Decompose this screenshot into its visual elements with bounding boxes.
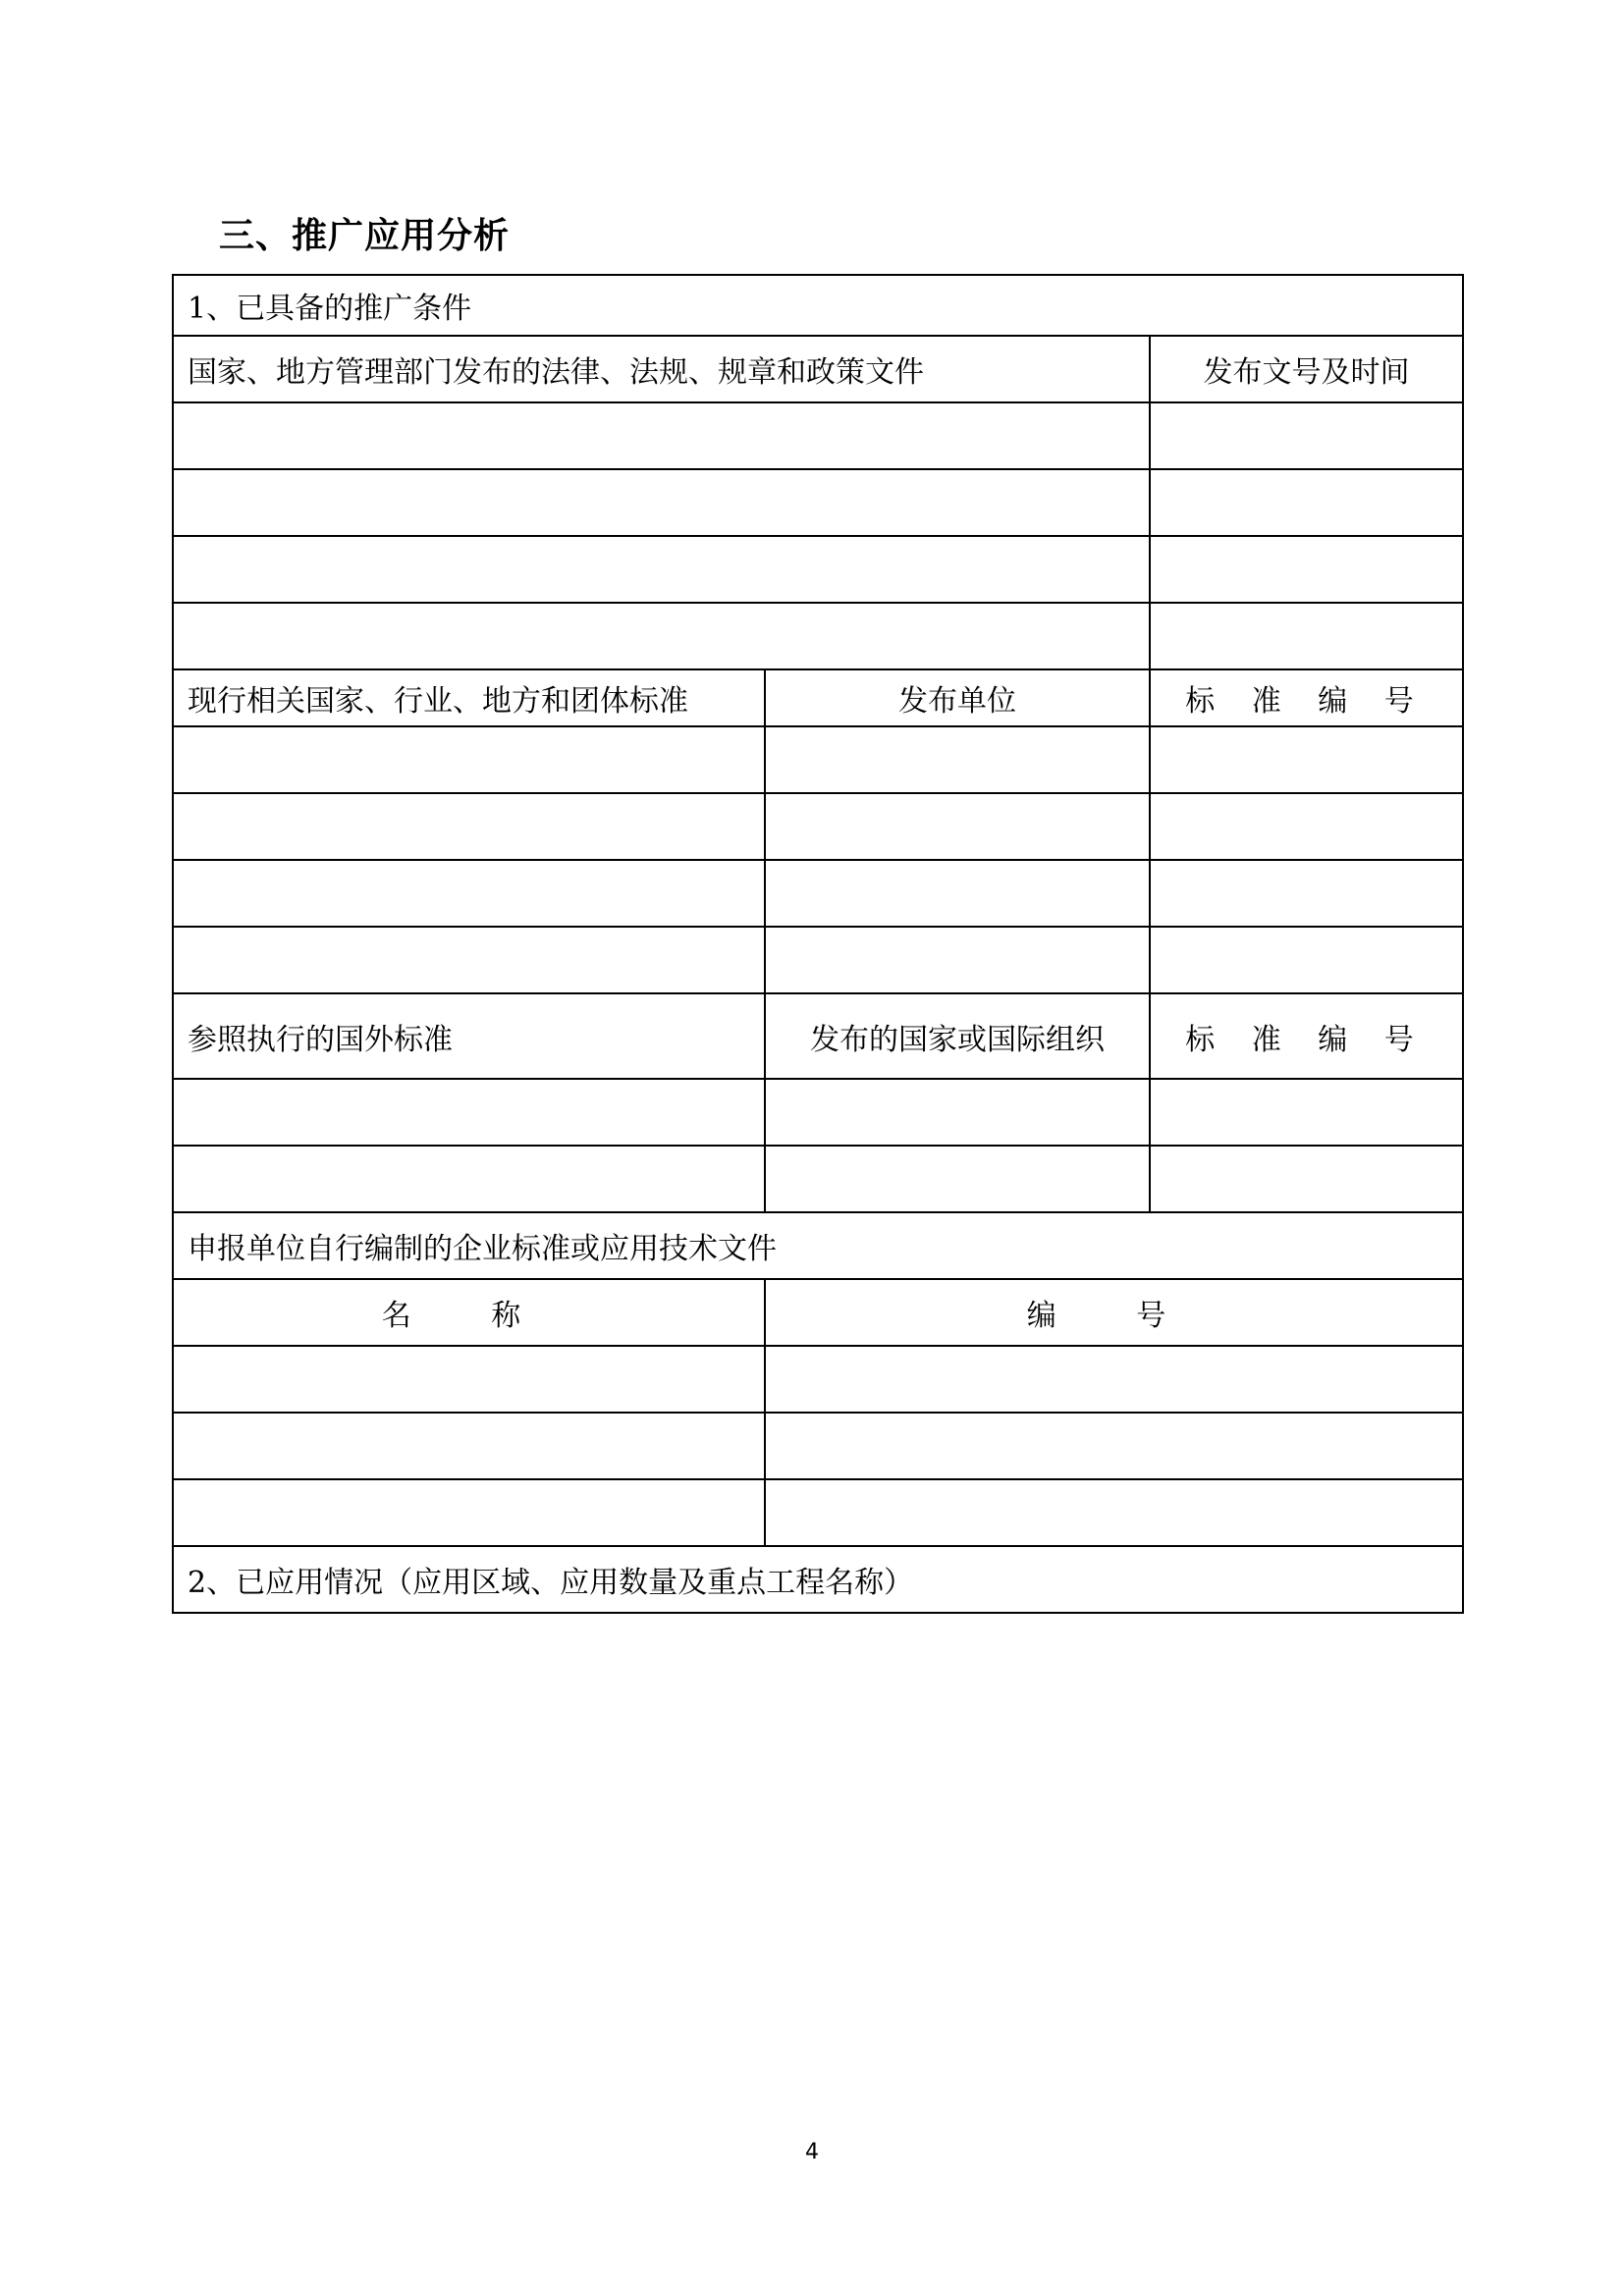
standards-row (173, 726, 1463, 793)
standards-no-cell[interactable] (1150, 793, 1463, 860)
laws-doc-cell[interactable] (173, 603, 1150, 669)
foreign-issuer-cell[interactable] (765, 1146, 1150, 1212)
enterprise-heading: 申报单位自行编制的企业标准或应用技术文件 (173, 1212, 1463, 1279)
page-number: 4 (805, 2140, 819, 2164)
standards-header-row (173, 669, 1463, 726)
enterprise-row (173, 1479, 1463, 1546)
laws-no-cell[interactable] (1150, 402, 1463, 469)
standards-no-cell[interactable] (1150, 726, 1463, 793)
enterprise-no-cell[interactable] (765, 1413, 1463, 1479)
standards-name-cell[interactable] (173, 860, 765, 927)
laws-row (173, 402, 1463, 469)
enterprise-header-name: 名 称 (173, 1279, 765, 1346)
laws-no-cell[interactable] (1150, 469, 1463, 536)
standards-issuer-cell[interactable] (765, 860, 1150, 927)
standards-issuer-cell[interactable] (765, 793, 1150, 860)
laws-row (173, 536, 1463, 603)
standards-row (173, 793, 1463, 860)
conditions-heading-row (173, 275, 1463, 336)
foreign-issuer-cell[interactable] (765, 1079, 1150, 1146)
laws-header-doc: 国家、地方管理部门发布的法律、法规、规章和政策文件 (173, 336, 1150, 402)
laws-no-cell[interactable] (1150, 536, 1463, 603)
standards-name-cell[interactable] (173, 927, 765, 993)
standards-header-no: 标 准 编 号 (1150, 669, 1463, 726)
enterprise-name-cell[interactable] (173, 1479, 765, 1546)
foreign-row (173, 1079, 1463, 1146)
foreign-no-cell[interactable] (1150, 1079, 1463, 1146)
enterprise-header-row (173, 1279, 1463, 1346)
standards-header-name: 现行相关国家、行业、地方和团体标准 (173, 669, 765, 726)
laws-row (173, 469, 1463, 536)
enterprise-no-cell[interactable] (765, 1479, 1463, 1546)
conditions-heading: 1、已具备的推广条件 (173, 275, 1463, 336)
application-heading: 2、已应用情况（应用区域、应用数量及重点工程名称） (188, 1566, 914, 1600)
foreign-header-no: 标 准 编 号 (1150, 993, 1463, 1079)
laws-doc-cell[interactable] (173, 536, 1150, 603)
enterprise-heading-row (173, 1212, 1463, 1279)
enterprise-header-no: 编 号 (765, 1279, 1463, 1346)
section-title: 三、推广应用分析 (219, 216, 511, 256)
standards-header-issuer: 发布单位 (765, 669, 1150, 726)
laws-header-row (173, 336, 1463, 402)
standards-row (173, 927, 1463, 993)
laws-header-no: 发布文号及时间 (1150, 336, 1463, 402)
enterprise-row (173, 1413, 1463, 1479)
laws-doc-cell[interactable] (173, 402, 1150, 469)
standards-name-cell[interactable] (173, 726, 765, 793)
laws-doc-cell[interactable] (173, 469, 1150, 536)
laws-row (173, 603, 1463, 669)
foreign-name-cell[interactable] (173, 1079, 765, 1146)
standards-issuer-cell[interactable] (765, 726, 1150, 793)
foreign-row (173, 1146, 1463, 1212)
standards-row (173, 860, 1463, 927)
foreign-header-row (173, 993, 1463, 1079)
enterprise-name-cell[interactable] (173, 1346, 765, 1413)
standards-no-cell[interactable] (1150, 927, 1463, 993)
foreign-header-name: 参照执行的国外标准 (173, 993, 765, 1079)
foreign-name-cell[interactable] (173, 1146, 765, 1212)
laws-no-cell[interactable] (1150, 603, 1463, 669)
standards-no-cell[interactable] (1150, 860, 1463, 927)
application-cell[interactable] (173, 1546, 1463, 1613)
enterprise-name-cell[interactable] (173, 1413, 765, 1479)
standards-name-cell[interactable] (173, 793, 765, 860)
application-row (173, 1546, 1463, 1613)
enterprise-row (173, 1346, 1463, 1413)
foreign-no-cell[interactable] (1150, 1146, 1463, 1212)
promotion-form-table (172, 274, 1464, 1614)
foreign-header-issuer: 发布的国家或国际组织 (765, 993, 1150, 1079)
enterprise-no-cell[interactable] (765, 1346, 1463, 1413)
standards-issuer-cell[interactable] (765, 927, 1150, 993)
